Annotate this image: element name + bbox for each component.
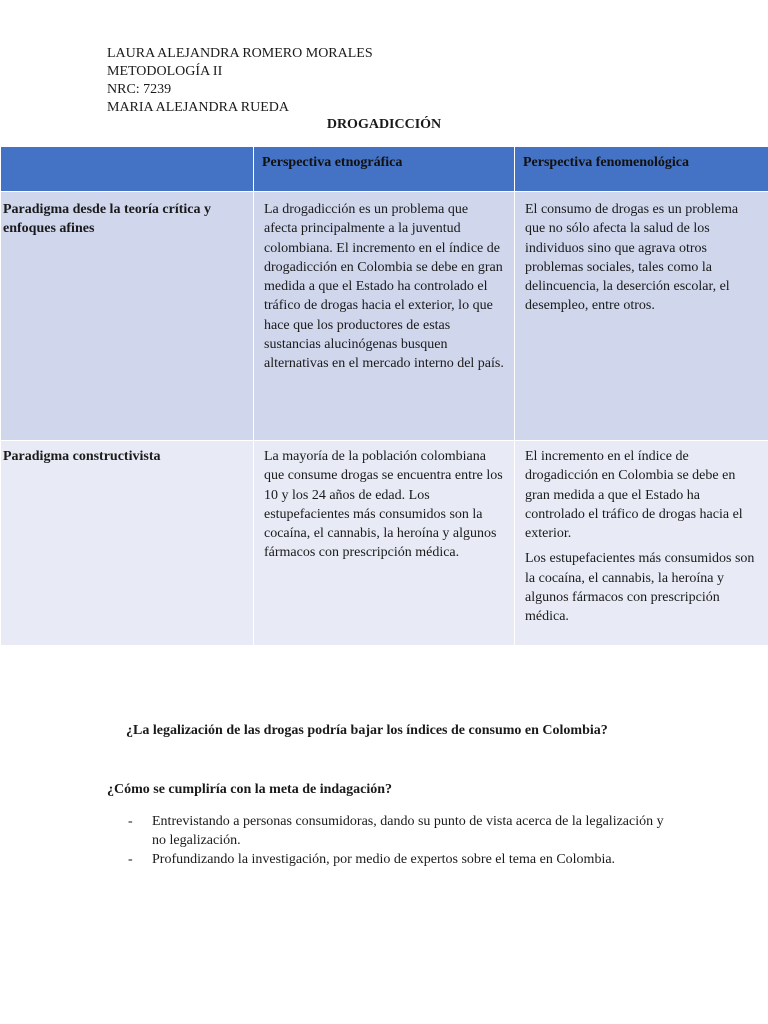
list-item	[107, 812, 667, 850]
course-name: METODOLOGÍA II	[107, 64, 223, 79]
cell-etnografica	[254, 192, 515, 441]
teacher-name: MARIA ALEJANDRA RUEDA	[107, 100, 290, 115]
column-header-etnografica: Perspectiva etnográfica	[254, 147, 515, 192]
bullet-list	[107, 812, 667, 869]
row-label-teoria-critica: Paradigma desde la teoría crítica y enfoques afines	[1, 192, 254, 441]
question-meta-indagacion: ¿Cómo se cumpliría con la meta de indagación?	[107, 782, 393, 797]
cell-paragraph: La drogadicción es un problema que afecta principalmente a la juventud colombiana. El incremento en el índice de drogadicción en Colombia se debe en gran medida a que el Estado ha controlado el tráfico de drogas hacia el exterior, lo que hace que los productores de estas sustancias alucinógenas busquen alternativas en el mercado interno del país.	[264, 202, 504, 372]
cell-paragraph: Los estupefacientes más consumidos son la cocaína, el cannabis, la heroína y algunos fármacos con prescripción médica.	[525, 551, 755, 625]
paradigm-table	[0, 146, 768, 646]
author-header	[107, 45, 373, 117]
cell-fenomenologica	[515, 441, 768, 646]
bullet-dash: -	[128, 852, 133, 867]
cell-paragraph: El consumo de drogas es un problema que no sólo afecta la salud de los individuos sino que agrava otros problemas sociales, tales como la delincuencia, la deserción escolar, el desempleo, entre otros.	[525, 202, 739, 314]
table-header-empty-cell	[1, 147, 254, 192]
row-label-constructivista: Paradigma constructivista	[1, 441, 254, 646]
column-header-fenomenologica: Perspectiva fenomenológica	[515, 147, 768, 192]
table-row	[1, 441, 768, 646]
cell-etnografica	[254, 441, 515, 646]
cell-paragraph: El incremento en el índice de drogadicción en Colombia se debe en gran medida a que el Estado ha controlado el tráfico de drogas hacia el exterior.	[525, 449, 743, 542]
cell-fenomenologica	[515, 192, 768, 441]
bullet-dash: -	[128, 814, 133, 829]
document-title: DROGADICCIÓN	[326, 117, 442, 132]
course-nrc: NRC: 7239	[107, 82, 172, 97]
list-item-text: Profundizando la investigación, por medio de expertos sobre el tema en Colombia.	[152, 852, 616, 867]
table-header-row	[1, 147, 768, 192]
list-item	[107, 850, 667, 869]
cell-paragraph: La mayoría de la población colombiana que consume drogas se encuentra entre los 10 y los 24 años de edad. Los estupefacientes más consumidos son la cocaína, el cannabis, la heroína y algunos fármacos con prescripción médica.	[264, 449, 503, 561]
list-item-text: Entrevistando a personas consumidoras, dando su punto de vista acerca de la legalización y no legalización.	[152, 814, 664, 848]
question-legalizacion: ¿La legalización de las drogas podría bajar los índices de consumo en Colombia?	[126, 723, 608, 738]
table-row	[1, 192, 768, 441]
author-name: LAURA ALEJANDRA ROMERO MORALES	[107, 46, 373, 61]
